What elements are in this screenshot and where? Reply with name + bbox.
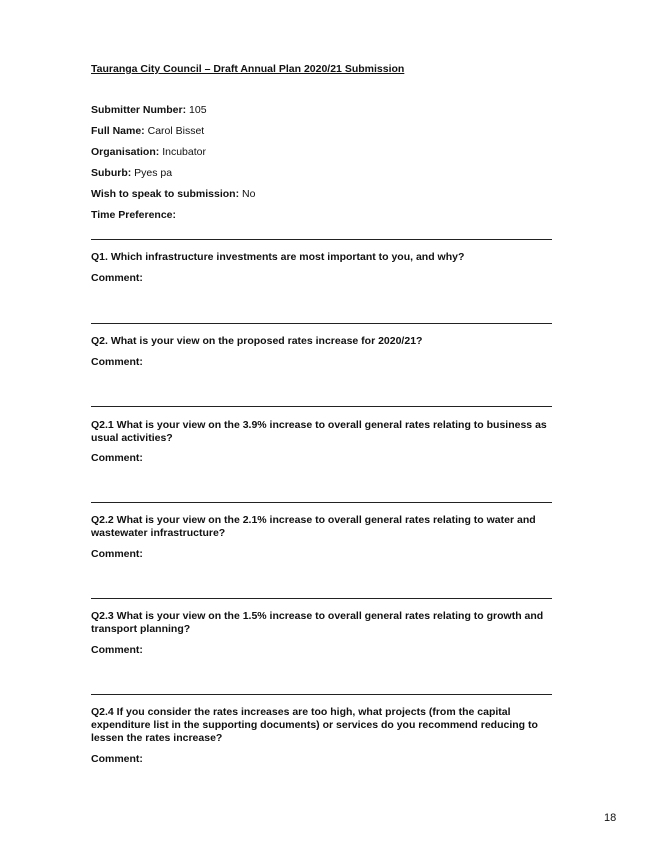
field-value: Incubator [162,146,206,158]
comment-label: Comment: [91,452,143,464]
divider [91,694,552,695]
field-label: Full Name: [91,125,145,137]
divider [91,502,552,503]
divider [91,406,552,407]
question-q2-2: Q2.2 What is your view on the 2.1% increase to overall general rates relating to water and wastewater infrastructure? [91,514,536,539]
question-q2: Q2. What is your view on the proposed rates increase for 2020/21? [91,335,423,347]
page-number: 18 [604,812,617,824]
question-q1: Q1. Which infrastructure investments are most important to you, and why? [91,251,465,263]
field-label: Suburb: [91,167,132,179]
comment-label: Comment: [91,644,143,656]
field-full-name [91,125,204,137]
field-value: Pyes pa [134,167,173,179]
field-time-preference [91,209,176,221]
comment-label: Comment: [91,548,143,560]
comment-label: Comment: [91,753,143,765]
divider [91,239,552,240]
comment-label: Comment: [91,272,143,284]
field-value: 105 [189,104,207,116]
question-q2-1: Q2.1 What is your view on the 3.9% increase to overall general rates relating to business as usual activities? [91,419,547,444]
field-organisation [91,146,206,158]
field-label: Wish to speak to submission: [91,188,240,200]
field-suburb [91,167,172,179]
divider [91,598,552,599]
field-wish-to-speak [91,188,255,200]
question-q2-4: Q2.4 If you consider the rates increases are too high, what projects (from the capital expenditure list in the supporting documents) or services do you recommend reducing to lessen the rates increase? [91,706,538,744]
question-q2-3: Q2.3 What is your view on the 1.5% increase to overall general rates relating to growth and transport planning? [91,610,544,635]
comment-label: Comment: [91,356,143,368]
field-value: Carol Bisset [147,125,205,137]
field-label: Organisation: [91,146,160,158]
field-value: No [242,188,256,200]
field-label: Time Preference: [91,209,177,221]
field-submitter-number [91,104,207,116]
document-title: Tauranga City Council – Draft Annual Plan 2020/21 Submission [91,63,405,75]
divider [91,323,552,324]
field-label: Submitter Number: [91,104,187,116]
